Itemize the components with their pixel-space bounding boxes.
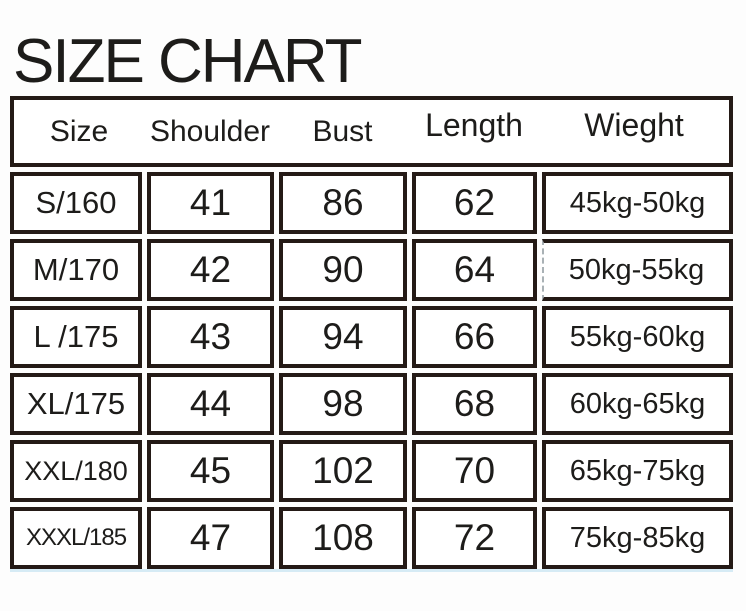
column-header-size: Size: [49, 114, 109, 148]
cell-size: XXL/180: [10, 440, 142, 502]
cell-bust: 86: [279, 172, 407, 234]
cell-bust: 94: [279, 306, 407, 368]
table-row: [10, 507, 733, 569]
column-header-shoulder: Shoulder: [149, 114, 271, 148]
cell-size: XL/175: [10, 373, 142, 435]
column-header-bust: Bust: [312, 114, 373, 148]
table-row: [10, 306, 733, 368]
cell-length: 72: [412, 507, 537, 569]
cell-weight: 75kg-85kg: [542, 507, 733, 569]
cell-bust: 90: [279, 239, 407, 301]
cell-bust: 98: [279, 373, 407, 435]
cell-bust: 102: [279, 440, 407, 502]
table-header-row: [10, 96, 733, 167]
cell-shoulder: 45: [147, 440, 274, 502]
size-chart-table: [10, 96, 733, 572]
cell-size: M/170: [10, 239, 142, 301]
cell-shoulder: 47: [147, 507, 274, 569]
table-row: [10, 239, 733, 301]
cell-weight: 50kg-55kg: [542, 239, 733, 301]
column-header-weight: Wieght: [584, 107, 684, 143]
cell-weight: 65kg-75kg: [542, 440, 733, 502]
table-row: [10, 172, 733, 234]
cell-shoulder: 44: [147, 373, 274, 435]
cell-weight: 55kg-60kg: [542, 306, 733, 368]
column-header-length: Length: [425, 107, 523, 143]
cell-bust: 108: [279, 507, 407, 569]
cell-size: XXXL/185: [10, 507, 142, 569]
cell-length: 66: [412, 306, 537, 368]
cell-shoulder: 41: [147, 172, 274, 234]
cell-shoulder: 42: [147, 239, 274, 301]
cell-weight: 60kg-65kg: [542, 373, 733, 435]
cell-shoulder: 43: [147, 306, 274, 368]
cell-length: 68: [412, 373, 537, 435]
cell-size: S/160: [10, 172, 142, 234]
page-title: SIZE CHART: [13, 27, 361, 96]
cell-weight: 45kg-50kg: [542, 172, 733, 234]
cell-length: 64: [412, 239, 537, 301]
table-row: [10, 373, 733, 435]
cell-size: L /175: [10, 306, 142, 368]
cell-length: 62: [412, 172, 537, 234]
table-row: [10, 440, 733, 502]
cell-length: 70: [412, 440, 537, 502]
